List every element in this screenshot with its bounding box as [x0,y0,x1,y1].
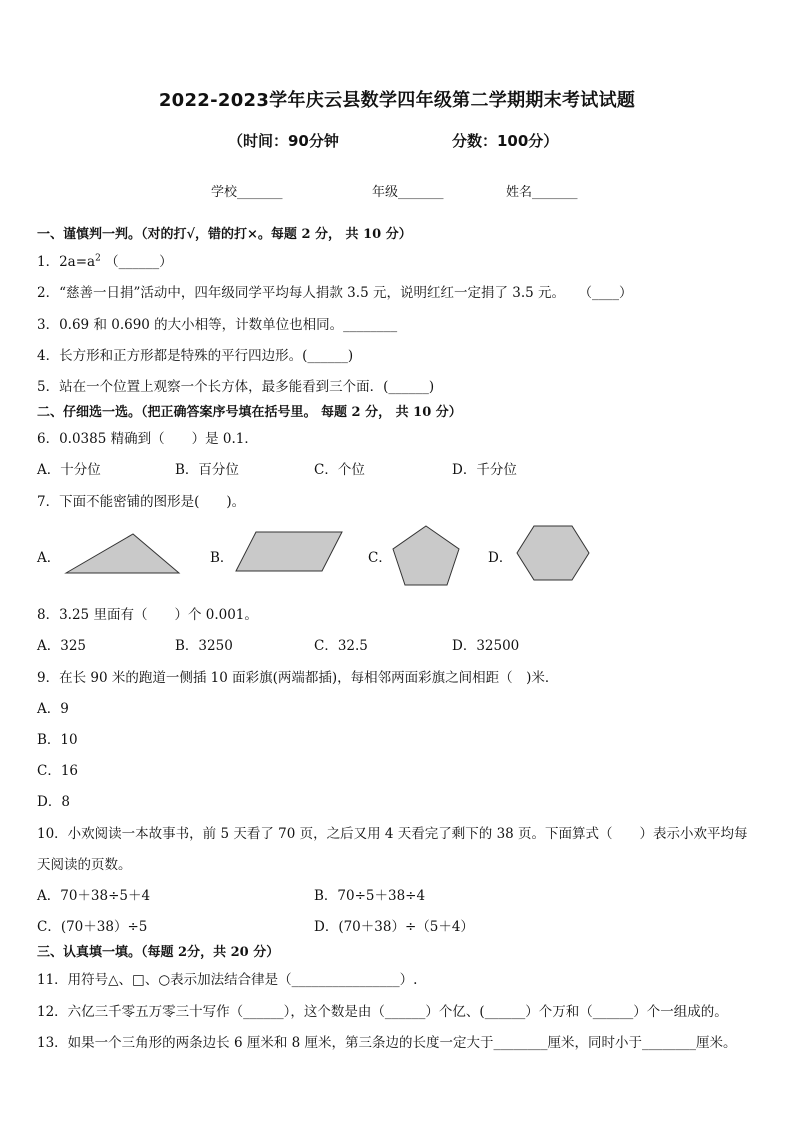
question-10-line-2: 天阅读的页数。 [37,857,132,873]
q9-option-a: A．9 [37,701,69,717]
question-1-blank: （______） [105,254,173,270]
question-9: 9．在长 90 米的跑道一侧插 10 面彩旗(两端都插)，每相邻两面彩旗之间相距（ )米． [37,670,559,686]
exam-title: 2022-2023学年庆云县数学四年级第二学期期末考试试题 [158,90,636,111]
triangle-shape [60,530,184,576]
q7-label-a: A． [37,550,61,566]
section-1-heading: 一、谨慎判一判。（对的打√，错的打×。每题 2 分， 共 10 分） [37,227,412,242]
q7-label-d: D． [488,550,513,566]
grade-field: 年级_______ [372,185,444,200]
question-4: 4．长方形和正方形都是特殊的平行四边形。(______) [37,348,354,364]
name-field: 姓名_______ [506,185,578,200]
q7-label-c: C． [368,550,392,566]
question-1-exponent: 2 [95,253,101,264]
q9-option-b: B．10 [37,732,78,748]
section-2-heading: 二、仔细选一选。（把正确答案序号填在括号里。 每题 2 分， 共 10 分） [37,405,462,420]
question-3: 3．0.69 和 0.690 的大小相等，计数单位也相同。________ [37,317,398,333]
question-2: 2．“慈善一日捐”活动中，四年级同学平均每人捐款 3.5 元，说明红红一定捐了 3.5 元。 （____） [37,285,633,301]
q9-option-d: D．8 [37,794,70,810]
question-13: 13．如果一个三角形的两条边长 6 厘米和 8 厘米，第三条边的长度一定大于________厘米，同时小于________厘米。 [37,1035,737,1051]
question-11: 11．用符号△、□、○表示加法结合律是（________________）. [37,972,418,988]
q6-option-b: B．百分位 [175,462,239,478]
parallelogram-shape [232,528,346,576]
exam-time: （时间：90分钟 [228,132,339,150]
q9-option-c: C．16 [37,763,79,779]
q6-option-d: D．千分位 [452,462,517,478]
hexagon-shape [513,522,593,584]
q10-option-a: A．70＋38÷5＋4 [37,888,151,904]
q7-label-b: B． [210,550,234,566]
q6-option-c: C．个位 [314,462,365,478]
exam-score: 分数：100分） [452,132,559,150]
q8-option-d: D．32500 [452,638,520,654]
section-3-heading: 三、认真填一填。（每题 2分，共 20 分） [37,945,280,960]
pentagon-shape [388,522,464,588]
question-12: 12．六亿三千零五万零三十写作（______），这个数是由（______）个亿、(______）个万和（______）个一组成的。 [37,1004,728,1020]
school-field: 学校_______ [211,185,283,200]
question-1 [37,250,173,270]
question-10-line-1: 10．小欢阅读一本故事书，前 5 天看了 70 页，之后又用 4 天看完了剩下的 38 页。下面算式（ ）表示小欢平均每 [37,826,748,842]
q8-option-c: C．32.5 [314,638,368,654]
question-5: 5．站在一个位置上观察一个长方体，最多能看到三个面．(______) [37,379,435,395]
question-7: 7．下面不能密铺的图形是( )。 [37,494,246,510]
q6-option-a: A．十分位 [37,462,101,478]
q10-option-b: B．70÷5＋38÷4 [314,888,426,904]
question-6: 6．0.0385 精确到（ ）是 0.1． [37,431,258,447]
q10-option-d: D．(70＋38）÷（5＋4） [314,919,474,935]
question-1-text: 1．2a=a [37,254,96,270]
q8-option-b: B．3250 [175,638,233,654]
q8-option-a: A．325 [37,638,87,654]
q10-option-c: C．(70＋38）÷5 [37,919,148,935]
question-8: 8．3.25 里面有（ ）个 0.001。 [37,607,258,623]
